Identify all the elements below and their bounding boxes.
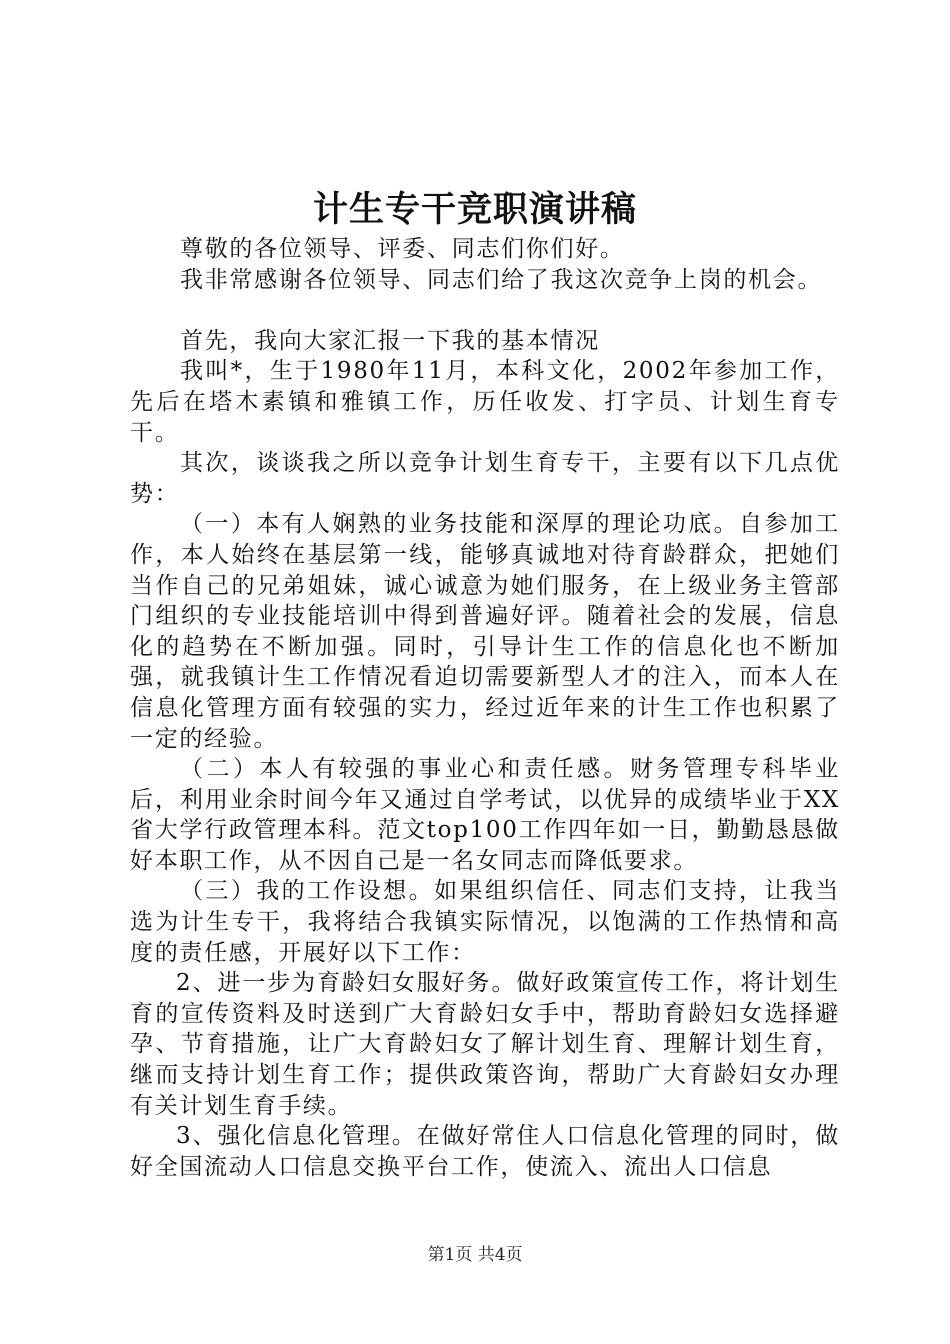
paragraph-gap: [130, 295, 840, 326]
paragraph-greeting: 尊敬的各位领导、评委、同志们你们好。: [180, 236, 625, 262]
page-footer: 第1页 共4页: [427, 1245, 523, 1265]
paragraph-advantages-heading: 其次，谈谈我之所以竞争计划生育专干，主要有以下几点优势：: [130, 450, 840, 507]
paragraph-intro-heading: 首先，我向大家汇报一下我的基本情况: [180, 327, 600, 354]
paragraph-work-plan: （三）我的工作设想。如果组织信任、同志们支持，让我当选为计生专干，我将结合我镇实际情况，以饱满的工作热情和高度的责任感，开展好以下工作：: [130, 878, 840, 966]
document-body: [130, 234, 840, 1182]
paragraph-plan-item-2: 2、进一步为育龄妇女服好务。做好政策宣传工作，将计划生育的宣传资料及时送到广大育龄妇女手中，帮助育龄妇女选择避孕、节育措施，让广大育龄妇女了解计划生育、理解计划生育，继而支持计划生育工作；提供政策咨询，帮助广大育龄妇女办理有关计划生育手续。: [130, 970, 840, 1119]
paragraph-basic-info: 我叫*，生于1980年11月，本科文化，2002年参加工作，先后在塔木素镇和雅镇工作，历任收发、打字员、计划生育专干。: [130, 358, 840, 446]
paragraph-plan-item-3: 3、强化信息化管理。在做好常住人口信息化管理的同时，做好全国流动人口信息交换平台工作，使流入、流出人口信息: [130, 1123, 840, 1180]
paragraph-advantage-2: （二）本人有较强的事业心和责任感。财务管理专科毕业后，利用业余时间今年又通过自学考试，以优异的成绩毕业于XX省大学行政管理本科。范文top100工作四年如一日，勤勤恳恳做好本职工作，从不因自己是一名女同志而降低要求。: [130, 756, 840, 874]
document-title: 计生专干竞职演讲稿: [312, 189, 637, 230]
paragraph-advantage-1: （一）本有人娴熟的业务技能和深厚的理论功底。自参加工作，本人始终在基层第一线，能够真诚地对待育龄群众，把她们当作自己的兄弟姐妹，诚心诚意为她们服务，在上级业务主管部门组织的专业技能培训中得到普遍好评。随着社会的发展，信息化的趋势在不断加强。同时，引导计生工作的信息化也不断加强，就我镇计生工作情况看迫切需要新型人才的注入，而本人在信息化管理方面有较强的实力，经过近年来的计生工作也积累了一定的经验。: [130, 511, 840, 752]
paragraph-thanks: 我非常感谢各位领导、同志们给了我这次竞争上岗的机会。: [180, 266, 823, 293]
